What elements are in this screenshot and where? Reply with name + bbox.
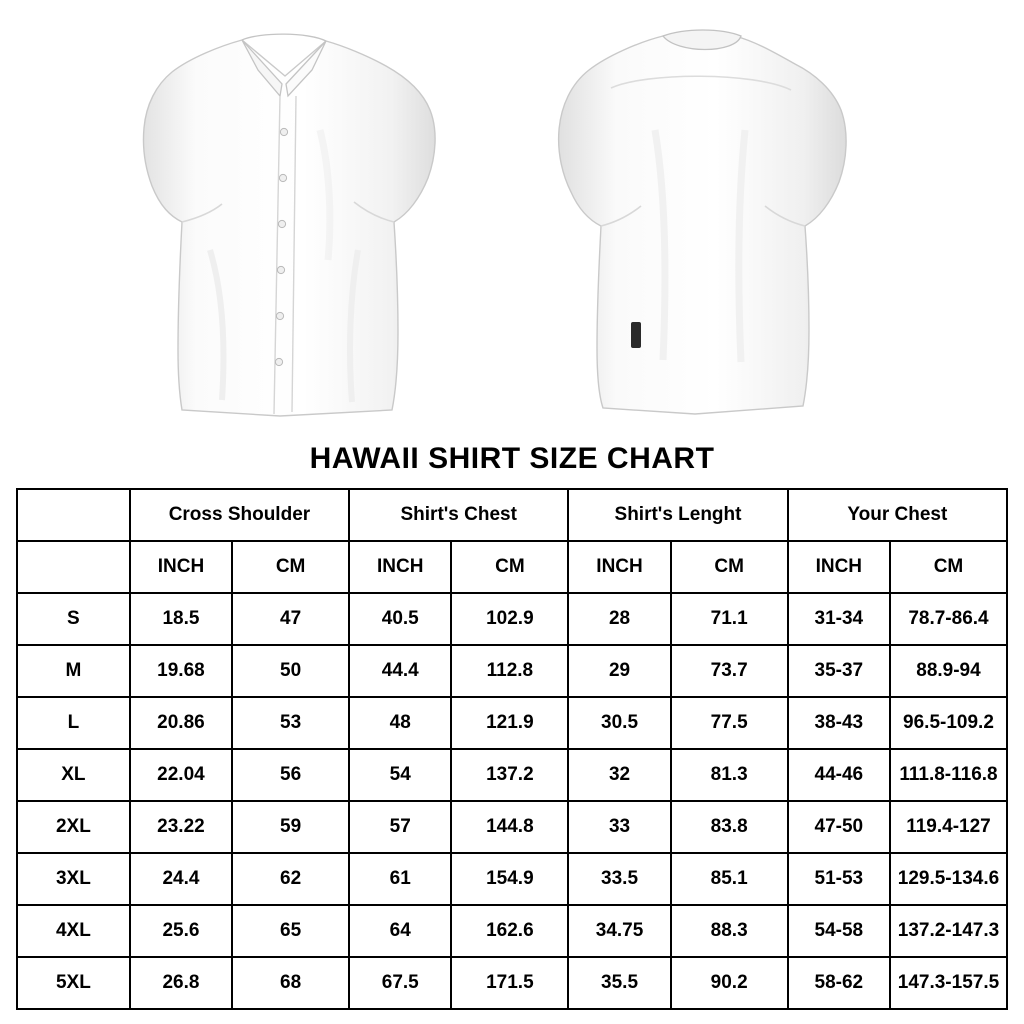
cell-chest-cm: 102.9 xyxy=(451,593,568,645)
cell-cross-shoulder-inch: 24.4 xyxy=(130,853,232,905)
group-header-shirts-length: Shirt's Lenght xyxy=(568,489,787,541)
table-row xyxy=(17,593,1007,645)
table-row xyxy=(17,957,1007,1009)
table-row xyxy=(17,749,1007,801)
cell-your-chest-inch: 54-58 xyxy=(788,905,890,957)
cell-your-chest-cm: 88.9-94 xyxy=(890,645,1007,697)
cell-your-chest-cm: 137.2-147.3 xyxy=(890,905,1007,957)
cell-your-chest-inch: 35-37 xyxy=(788,645,890,697)
cell-cross-shoulder-cm: 68 xyxy=(232,957,349,1009)
table-unit-header-row xyxy=(17,541,1007,593)
shirt-front-view xyxy=(130,10,460,430)
cell-chest-cm: 171.5 xyxy=(451,957,568,1009)
cell-chest-cm: 144.8 xyxy=(451,801,568,853)
cell-your-chest-cm: 111.8-116.8 xyxy=(890,749,1007,801)
table-row xyxy=(17,801,1007,853)
cell-chest-cm: 162.6 xyxy=(451,905,568,957)
cell-cross-shoulder-inch: 23.22 xyxy=(130,801,232,853)
table-row xyxy=(17,905,1007,957)
cell-length-inch: 30.5 xyxy=(568,697,670,749)
cell-your-chest-cm: 78.7-86.4 xyxy=(890,593,1007,645)
cell-length-cm: 71.1 xyxy=(671,593,788,645)
cell-cross-shoulder-cm: 47 xyxy=(232,593,349,645)
cell-length-inch: 33.5 xyxy=(568,853,670,905)
table-group-header-row xyxy=(17,489,1007,541)
cell-cross-shoulder-inch: 25.6 xyxy=(130,905,232,957)
row-size-label: S xyxy=(17,593,130,645)
cell-length-cm: 90.2 xyxy=(671,957,788,1009)
unit-header-cross-shoulder-cm: CM xyxy=(232,541,349,593)
cell-cross-shoulder-cm: 50 xyxy=(232,645,349,697)
cell-chest-inch: 64 xyxy=(349,905,451,957)
page-title: HAWAII SHIRT SIZE CHART xyxy=(309,442,715,475)
cell-chest-inch: 57 xyxy=(349,801,451,853)
shirt-illustrations xyxy=(0,0,1024,440)
cell-cross-shoulder-inch: 20.86 xyxy=(130,697,232,749)
cell-chest-cm: 121.9 xyxy=(451,697,568,749)
cell-your-chest-cm: 147.3-157.5 xyxy=(890,957,1007,1009)
unit-header-your-chest-inch: INCH xyxy=(788,541,890,593)
group-header-blank xyxy=(17,489,130,541)
unit-header-chest-cm: CM xyxy=(451,541,568,593)
cell-cross-shoulder-cm: 65 xyxy=(232,905,349,957)
table-row xyxy=(17,645,1007,697)
cell-length-inch: 28 xyxy=(568,593,670,645)
unit-header-blank xyxy=(17,541,130,593)
cell-cross-shoulder-cm: 56 xyxy=(232,749,349,801)
group-header-cross-shoulder: Cross Shoulder xyxy=(130,489,349,541)
cell-length-cm: 83.8 xyxy=(671,801,788,853)
cell-length-inch: 29 xyxy=(568,645,670,697)
cell-length-cm: 81.3 xyxy=(671,749,788,801)
table-row xyxy=(17,697,1007,749)
cell-length-inch: 35.5 xyxy=(568,957,670,1009)
cell-cross-shoulder-cm: 62 xyxy=(232,853,349,905)
unit-header-length-cm: CM xyxy=(671,541,788,593)
cell-length-cm: 73.7 xyxy=(671,645,788,697)
cell-chest-inch: 54 xyxy=(349,749,451,801)
size-chart-table xyxy=(16,488,1008,1010)
group-header-shirts-chest: Shirt's Chest xyxy=(349,489,568,541)
unit-header-cross-shoulder-inch: INCH xyxy=(130,541,232,593)
row-size-label: 4XL xyxy=(17,905,130,957)
cell-chest-inch: 44.4 xyxy=(349,645,451,697)
row-size-label: 3XL xyxy=(17,853,130,905)
cell-cross-shoulder-cm: 59 xyxy=(232,801,349,853)
row-size-label: 2XL xyxy=(17,801,130,853)
cell-chest-inch: 40.5 xyxy=(349,593,451,645)
shirt-back-view xyxy=(545,10,875,430)
cell-cross-shoulder-inch: 26.8 xyxy=(130,957,232,1009)
group-header-your-chest: Your Chest xyxy=(788,489,1007,541)
unit-header-chest-inch: INCH xyxy=(349,541,451,593)
table-row xyxy=(17,853,1007,905)
cell-length-inch: 33 xyxy=(568,801,670,853)
cell-your-chest-inch: 38-43 xyxy=(788,697,890,749)
cell-your-chest-inch: 31-34 xyxy=(788,593,890,645)
cell-length-inch: 32 xyxy=(568,749,670,801)
cell-length-cm: 88.3 xyxy=(671,905,788,957)
cell-chest-cm: 112.8 xyxy=(451,645,568,697)
cell-your-chest-cm: 96.5-109.2 xyxy=(890,697,1007,749)
cell-length-cm: 85.1 xyxy=(671,853,788,905)
row-size-label: 5XL xyxy=(17,957,130,1009)
cell-chest-inch: 67.5 xyxy=(349,957,451,1009)
cell-cross-shoulder-inch: 22.04 xyxy=(130,749,232,801)
cell-chest-cm: 137.2 xyxy=(451,749,568,801)
cell-your-chest-inch: 44-46 xyxy=(788,749,890,801)
cell-cross-shoulder-inch: 19.68 xyxy=(130,645,232,697)
cell-your-chest-cm: 129.5-134.6 xyxy=(890,853,1007,905)
row-size-label: XL xyxy=(17,749,130,801)
unit-header-your-chest-cm: CM xyxy=(890,541,1007,593)
cell-your-chest-inch: 51-53 xyxy=(788,853,890,905)
row-size-label: L xyxy=(17,697,130,749)
cell-length-cm: 77.5 xyxy=(671,697,788,749)
cell-cross-shoulder-cm: 53 xyxy=(232,697,349,749)
cell-chest-inch: 61 xyxy=(349,853,451,905)
cell-your-chest-inch: 58-62 xyxy=(788,957,890,1009)
cell-cross-shoulder-inch: 18.5 xyxy=(130,593,232,645)
unit-header-length-inch: INCH xyxy=(568,541,670,593)
cell-chest-inch: 48 xyxy=(349,697,451,749)
cell-your-chest-cm: 119.4-127 xyxy=(890,801,1007,853)
cell-your-chest-inch: 47-50 xyxy=(788,801,890,853)
cell-chest-cm: 154.9 xyxy=(451,853,568,905)
cell-length-inch: 34.75 xyxy=(568,905,670,957)
row-size-label: M xyxy=(17,645,130,697)
